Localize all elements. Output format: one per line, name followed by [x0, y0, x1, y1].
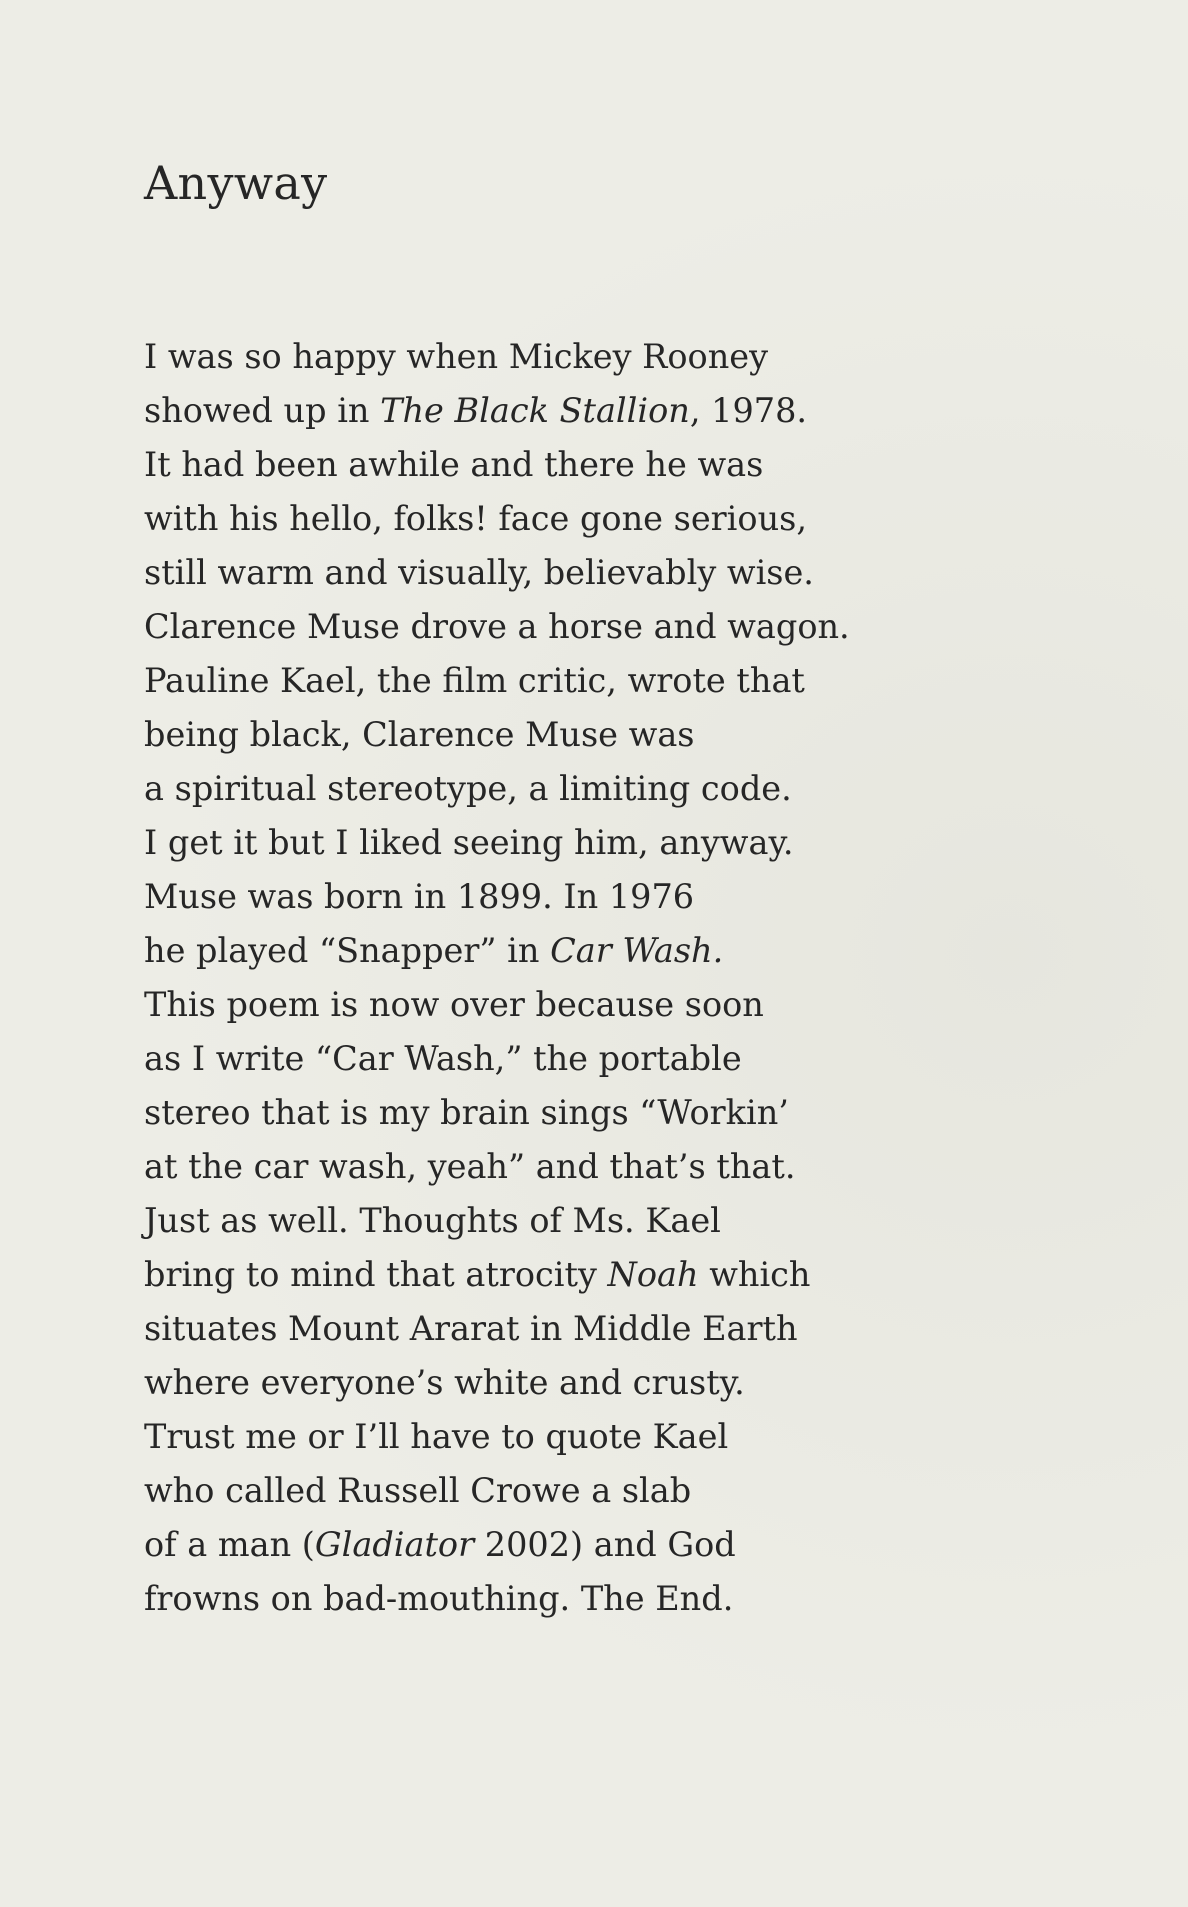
poem-line-text: Pauline Kael, the film critic, wrote that: [144, 661, 805, 700]
poem-line-text: which: [698, 1255, 811, 1294]
poem-line: [144, 600, 1044, 654]
poem-body: [144, 330, 1044, 1626]
poem-line: [144, 762, 1044, 816]
poem-line: [144, 492, 1044, 546]
poem-line: [144, 330, 1044, 384]
poem-line: [144, 978, 1044, 1032]
poem-line-text: with his hello, folks! face gone serious,: [144, 499, 807, 538]
poem-line: [144, 438, 1044, 492]
italic-title: Noah: [607, 1255, 699, 1294]
poem-line-text: a spiritual stereotype, a limiting code.: [144, 769, 792, 808]
poem-line: [144, 1572, 1044, 1626]
poem-line-text: stereo that is my brain sings “Workin’: [144, 1093, 789, 1132]
poem-line: [144, 1140, 1044, 1194]
poem-line: [144, 1302, 1044, 1356]
poem-line-text: who called Russell Crowe a slab: [144, 1471, 692, 1510]
italic-title: Gladiator: [314, 1525, 475, 1564]
poem-line-text: 2002) and God: [474, 1525, 736, 1564]
poem-line-text: as I write “Car Wash,” the portable: [144, 1039, 742, 1078]
poem-line: [144, 546, 1044, 600]
poem-line: [144, 870, 1044, 924]
poem-line-text: of a man (: [144, 1525, 315, 1564]
poem-line-text: I was so happy when Mickey Rooney: [144, 337, 769, 376]
poem-line-text: I get it but I liked seeing him, anyway.: [144, 823, 794, 862]
poem-line-text: showed up in: [144, 391, 381, 430]
poem-line-text: he played “Snapper” in: [144, 931, 551, 970]
poem-line: [144, 1086, 1044, 1140]
poem-line: [144, 1194, 1044, 1248]
poem-line: [144, 1464, 1044, 1518]
poem-line-text: frowns on bad-mouthing. The End.: [144, 1579, 734, 1618]
poem-line-text: Muse was born in 1899. In 1976: [144, 877, 695, 916]
poem-line: [144, 924, 1044, 978]
poem-line-text: Trust me or I’ll have to quote Kael: [144, 1417, 729, 1456]
italic-title: Car Wash.: [550, 931, 724, 970]
poem-line: [144, 1248, 1044, 1302]
poem-line-text: Just as well. Thoughts of Ms. Kael: [144, 1201, 721, 1240]
poem-line: [144, 816, 1044, 870]
poem-line-text: Clarence Muse drove a horse and wagon.: [144, 607, 850, 646]
poem-line: [144, 708, 1044, 762]
poem-line-text: This poem is now over because soon: [144, 985, 764, 1024]
poem-line-text: where everyone’s white and crusty.: [144, 1363, 745, 1402]
poem-line-text: being black, Clarence Muse was: [144, 715, 695, 754]
poem-line: [144, 1518, 1044, 1572]
poem-line-text: still warm and visually, believably wise.: [144, 553, 814, 592]
poem-line: [144, 1356, 1044, 1410]
italic-title: The Black Stallion: [380, 391, 690, 430]
poem-line-text: It had been awhile and there he was: [144, 445, 764, 484]
poem-line: [144, 384, 1044, 438]
poem-line-text: bring to mind that atrocity: [144, 1255, 608, 1294]
poem-line-text: situates Mount Ararat in Middle Earth: [144, 1309, 798, 1348]
poem: [144, 148, 1044, 1626]
poem-line: [144, 1410, 1044, 1464]
poem-line: [144, 654, 1044, 708]
poem-title: Anyway: [144, 156, 328, 210]
poem-line-text: at the car wash, yeah” and that’s that.: [144, 1147, 796, 1186]
poem-line: [144, 1032, 1044, 1086]
poem-line-text: , 1978.: [689, 391, 808, 430]
